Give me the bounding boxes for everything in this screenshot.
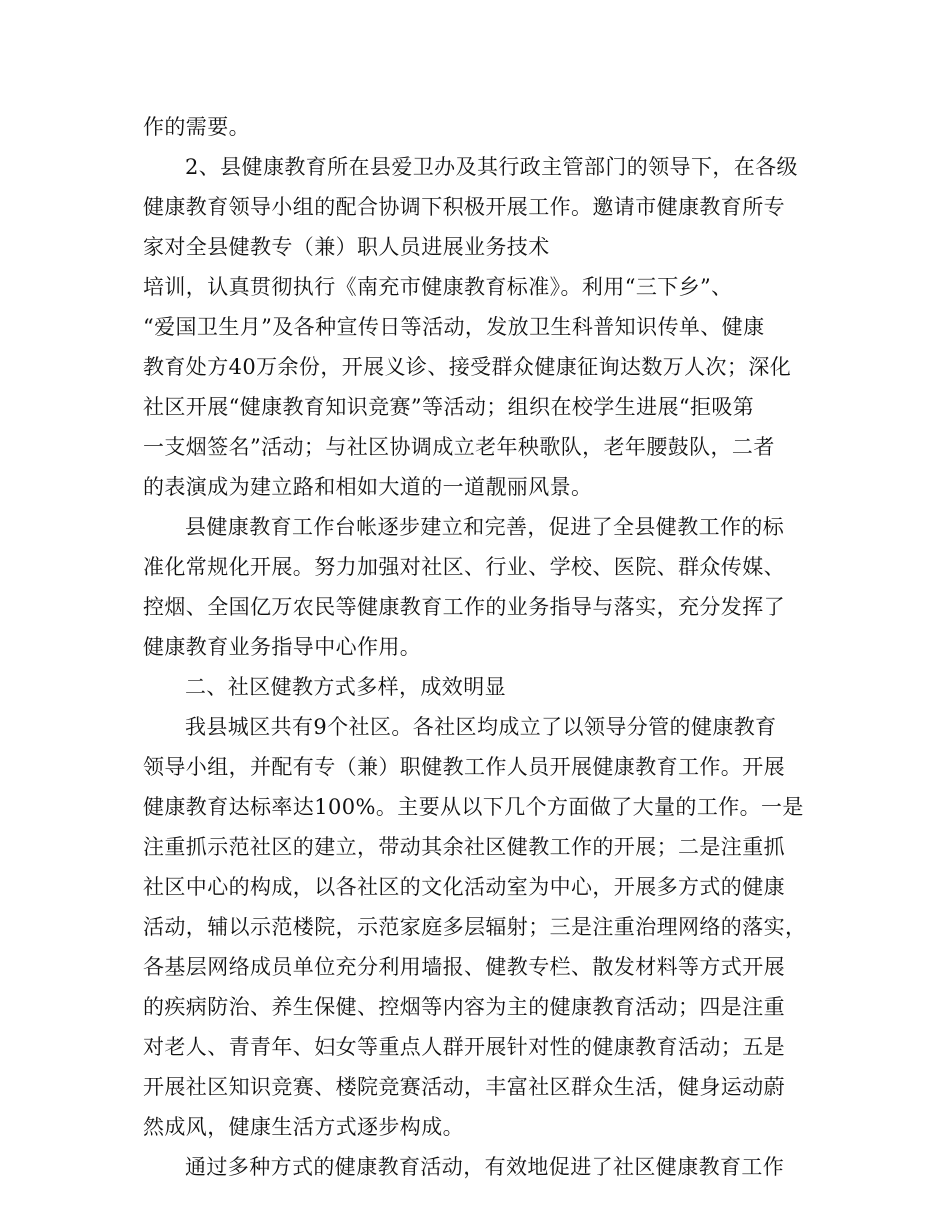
- text-line: 领导小组，并配有专（兼）职健教工作人员开展健康教育工作。开展: [143, 755, 785, 779]
- text-line: 一支烟签名”活动；与社区协调成立老年秧歌队，老年腰鼓队，二者: [143, 435, 775, 459]
- text-line: 健康教育领导小组的配合协调下积极开展工作。邀请市健康教育所专: [143, 195, 785, 219]
- text-line: 我县城区共有9个社区。各社区均成立了以领导分管的健康教育: [185, 715, 777, 739]
- text-line: 社区中心的构成，以各社区的文化活动室为中心，开展多方式的健康: [143, 875, 785, 899]
- text-line: 通过多种方式的健康教育活动，有效地促进了社区健康教育工作: [185, 1155, 785, 1179]
- text-line: 开展社区知识竞赛、楼院竞赛活动，丰富社区群众生活，健身运动蔚: [143, 1075, 785, 1099]
- text-line: 各基层网络成员单位充分利用墙报、健教专栏、散发材料等方式开展: [143, 955, 785, 979]
- text-line: 教育处方40万余份，开展义诊、接受群众健康征询达数万人次；深化: [143, 355, 792, 379]
- text-line: 准化常规化开展。努力加强对社区、行业、学校、医院、群众传媒、: [143, 555, 785, 579]
- section-heading: 二、社区健教方式多样，成效明显: [185, 675, 506, 699]
- text-line: 社区开展“健康教育知识竞赛”等活动；组织在校学生进展“拒吸第: [143, 395, 755, 419]
- text-line: 家对全县健教专（兼）职人员进展业务技术: [143, 235, 550, 259]
- text-line: 的疾病防治、养生保健、控烟等内容为主的健康教育活动；四是注重: [143, 995, 785, 1019]
- text-line: 然成风，健康生活方式逐步构成。: [143, 1115, 464, 1139]
- text-line: 县健康教育工作台帐逐步建立和完善，促进了全县健教工作的标: [185, 515, 785, 539]
- text-line: 控烟、全国亿万农民等健康教育工作的业务指导与落实，充分发挥了: [143, 595, 785, 619]
- text-line: 的表演成为建立路和相如大道的一道靓丽风景。: [143, 475, 593, 499]
- text-line: 活动，辅以示范楼院，示范家庭多层辐射；三是注重治理网络的落实，: [143, 915, 807, 939]
- text-line: 2、县健康教育所在县爱卫办及其行政主管部门的领导下，在各级: [185, 155, 798, 179]
- text-line: “爱国卫生月”及各种宣传日等活动，发放卫生科普知识传单、健康: [143, 315, 765, 339]
- document-body: [143, 107, 833, 1187]
- text-line: 健康教育达标率达100%。主要从以下几个方面做了大量的工作。一是: [143, 795, 804, 819]
- text-line: 作的需要。: [143, 115, 250, 139]
- text-line: 对老人、青青年、妇女等重点人群开展针对性的健康教育活动；五是: [143, 1035, 785, 1059]
- text-line: 注重抓示范社区的建立，带动其余社区健教工作的开展；二是注重抓: [143, 835, 785, 859]
- text-line: 培训，认真贯彻执行《南充市健康教育标准》。利用“三下乡”、: [143, 275, 733, 299]
- text-line: 健康教育业务指导中心作用。: [143, 635, 422, 659]
